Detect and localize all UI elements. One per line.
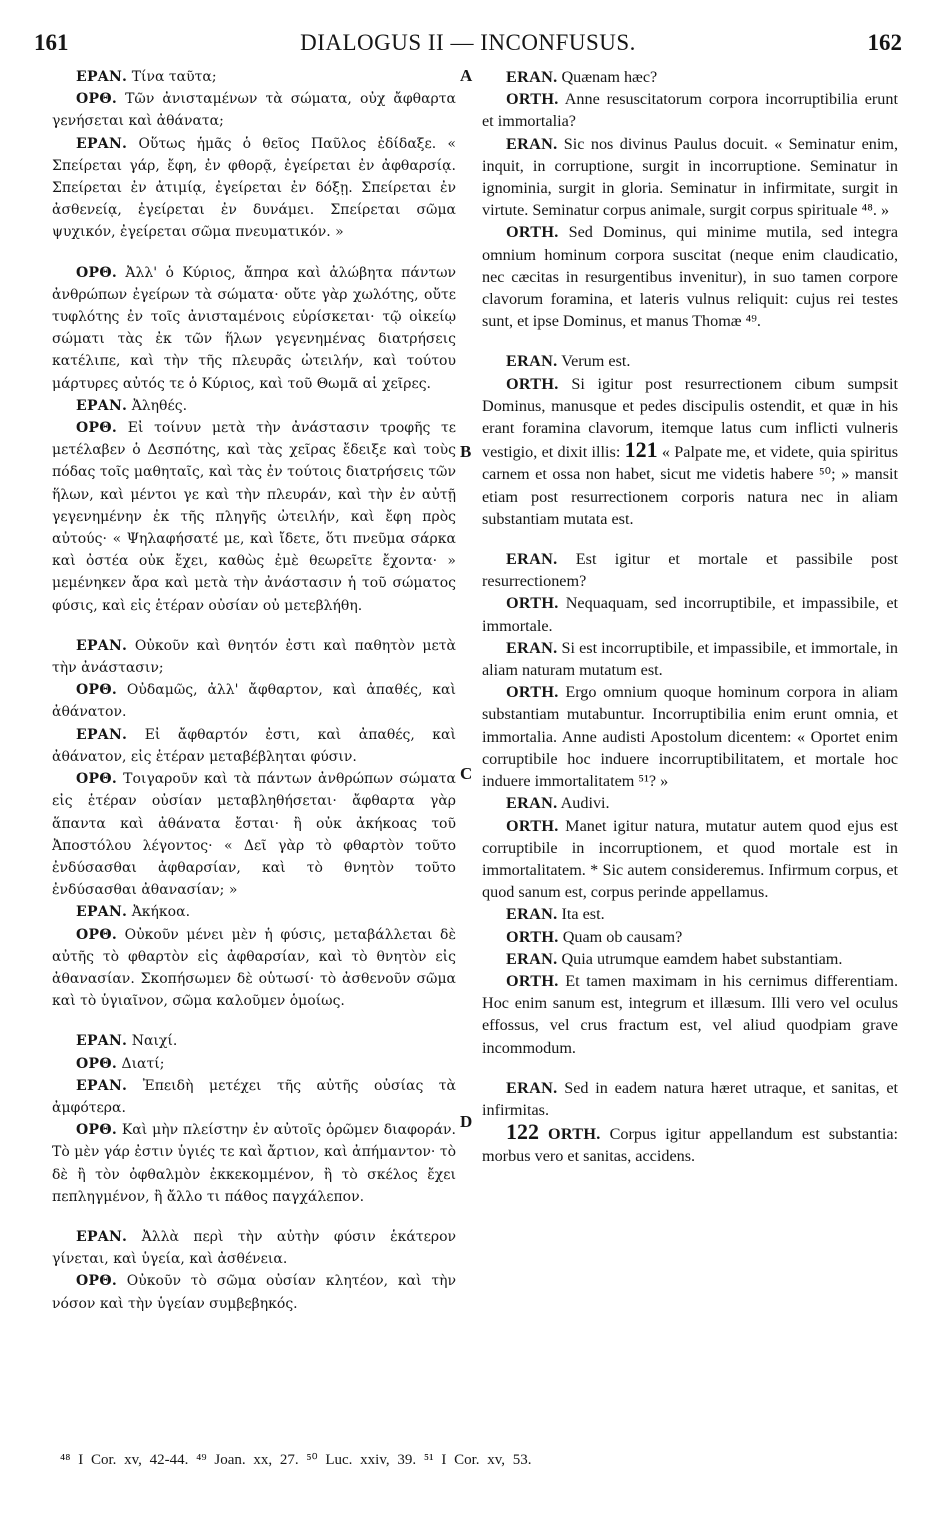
speech-text: Ἀλλ' ὁ Κύριος, ἄπηρα καὶ ἀλώβητα πάντων ἀνθρώπων ἐγείρων τὰ σώματα· οὔτε γὰρ χωλότης, οὔτε τυφλότης ἐν τοῖς ἀνισταμένοις εὑρίσκεται· τῷ οἰκείῳ σώματι τὰς ἐκ τῶν ἥλων γεγενημένας διατρήσεις κατέλιπε, καὶ τὴν τῆς πλευρᾶς ὠτειλήν, καὶ τούτου μάρτυρες αὐτός τε ὁ Κύριος, καὶ τοῦ Θωμᾶ αἱ χεῖρες.: [52, 264, 456, 392]
speech-text: Ἀλλὰ περὶ τὴν αὐτὴν φύσιν ἑκάτερον γίνεται, καὶ ὑγεία, καὶ ἀσθένεια.: [52, 1228, 457, 1268]
speech-text: Καὶ μὴν πλείστην ἐν αὐτοῖς ὁρῶμεν διαφοράν. Τὸ μὲν γάρ ἐστιν ὑγιές τε καὶ ἄρτιον, καὶ ἀπήμαντον· τὸ δὲ ἢ τὸν ὀφθαλμὸν ἐκκεκομμένον, ἢ τὸ σκέλος ἔχει πεπληγμένον, ἢ ἄλλο τι πάθος παγχάλεπον.: [52, 1122, 456, 1205]
dialogue-paragraph: [482, 948, 898, 970]
column-number: 121: [624, 437, 658, 463]
speech-text: Εἰ ἄφθαρτόν ἐστι, καὶ ἀπαθές, καὶ ἀθάνατον, εἰς ἑτέραν μεταβέβληται φύσιν.: [52, 726, 456, 765]
greek-column: [52, 66, 456, 1315]
speech-text: Est igitur et mortale et passibile post resurrectionem?: [482, 550, 898, 591]
speech-text: Verum est.: [561, 352, 631, 371]
speech-text: Οὐδαμῶς, ἀλλ' ἄφθαρτον, καὶ ἀπαθές, καὶ ἀθάνατον.: [52, 682, 457, 721]
column-number: 122: [506, 1119, 539, 1145]
paragraph-gap: [52, 617, 456, 635]
page-number-left: 161: [34, 30, 69, 55]
speaker-label: ERAN.: [506, 550, 558, 569]
speaker-label: ΟΡΘ.: [76, 1055, 117, 1072]
speaker-label: ΕΡΑΝ.: [76, 397, 128, 414]
speech-text: « Palpate me, et videte, quia spiritus carnem et ossa non habet, sicut me videtis habere ⁵⁰; » mansit etiam post resurrectionem corporis natura nec in aliam substantiam mutata est.: [482, 443, 899, 528]
dialogue-paragraph: [52, 635, 456, 679]
speaker-label: ORTH.: [506, 927, 559, 946]
footnotes: ⁴⁸ I Cor. xv, 42-44. ⁴⁹ Joan. xx, 27. ⁵⁰ Luc. xxiv, 39. ⁵¹ I Cor. xv, 53.: [60, 1452, 532, 1468]
speech-text: Ἀληθές.: [131, 397, 188, 414]
dialogue-paragraph: [52, 395, 456, 417]
running-title: DIALOGUS II — INCONFUSUS.: [300, 30, 636, 55]
speech-text: Quam ob causam?: [562, 927, 683, 946]
speech-text: Τίνα ταῦτα;: [131, 69, 217, 85]
speech-text: Nequaquam, sed incorruptibile, et impassibile, et immortale.: [482, 594, 899, 635]
speaker-label: ΕΡΑΝ.: [76, 726, 128, 743]
margin-marker-d: D: [460, 1112, 473, 1131]
margin-marker-b: B: [460, 442, 472, 461]
dialogue-paragraph: [482, 637, 898, 681]
speaker-label: ΟΡΘ.: [76, 771, 117, 788]
speech-text: Sic nos divinus Paulus docuit. « Seminatur enim, inquit, in corruptione, surgit in incorruptione. Seminatur in ignominia, surgit in gloria. Seminatur in infirmitate, surgit in virtute. Seminatur corpus animale, surgit corpus spirituale ⁴⁸. »: [482, 134, 898, 220]
speech-text: Ναιχί.: [131, 1033, 178, 1050]
dialogue-paragraph: [52, 66, 456, 88]
speaker-label: ORTH.: [547, 1125, 601, 1144]
speaker-label: ORTH.: [506, 683, 559, 702]
speaker-label: ERAN.: [506, 638, 558, 657]
speech-text: Τοιγαροῦν καὶ τὰ πάντων ἀνθρώπων σώματα εἰς ἑτέραν οὐσίαν μεταβληθήσεται· ἄφθαρτα γὰρ ἅπαντα καὶ ἀθάνατα ἔσται· ἢ οὐκ ἀκήκοας τοῦ Ἀποστόλου λέγοντος· « Δεῖ γὰρ τὸ φθαρτὸν τοῦτο ἐνδύσασθαι ἀφθαρσίαν, καὶ τὸ θνητὸν τοῦτο ἐνδύσασθαι ἀθανασίαν; »: [52, 771, 456, 899]
speaker-label: ΕΡΑΝ.: [76, 69, 128, 85]
dialogue-paragraph: [52, 88, 456, 132]
speaker-label: ΟΡΘ.: [76, 420, 117, 437]
speaker-label: ΕΡΑΝ.: [76, 1077, 128, 1094]
speech-text: Sed in eadem natura hæret utraque, et sanitas, et infirmitas.: [482, 1078, 898, 1119]
dialogue-paragraph: [482, 1121, 898, 1167]
speaker-label: ERAN.: [506, 134, 558, 153]
speech-text: Ἀκήκοα.: [131, 904, 191, 921]
dialogue-paragraph: [52, 1075, 456, 1119]
dialogue-paragraph: [52, 1030, 456, 1052]
dialogue-paragraph: [482, 815, 898, 904]
speech-text: Et tamen maximam in his cernimus differentiam. Hoc enim sanum est, integrum et illæsum. Illi vero vel oculus effossus, vel crus fractum est, vel aliud quodpiam grave incommodum.: [482, 971, 898, 1057]
speaker-label: ERAN.: [506, 794, 558, 813]
dialogue-paragraph: [482, 88, 898, 132]
dialogue-paragraph: [482, 66, 898, 88]
dialogue-paragraph: [52, 1226, 456, 1270]
speech-text: Si igitur post resurrectionem cibum sumpsit Dominus, manusque et pedes discipulis ostendit, et quæ in his erant foramina clavorum, itemque latus cum inflicti vulneris vestigio, et dixit illis:: [482, 374, 899, 462]
dialogue-paragraph: [482, 1077, 898, 1121]
margin-marker-c: C: [460, 764, 473, 783]
speech-text: Manet igitur natura, mutatur autem quod ejus est corruptibile in incorruptionem, et quod mortale est in immortalitatem. * Sic autem consideremus. Infirmum corpus, et quod sanum est, corpus perinde appellamus.: [482, 816, 899, 902]
paragraph-gap: [482, 530, 898, 548]
dialogue-paragraph: [52, 1053, 456, 1075]
paragraph-gap: [482, 1059, 898, 1077]
speaker-label: ΟΡΘ.: [76, 264, 117, 281]
dialogue-paragraph: [482, 970, 898, 1059]
speaker-label: ORTH.: [506, 971, 559, 990]
dialogue-paragraph: [52, 1270, 456, 1314]
speaker-label: ORTH.: [506, 223, 559, 242]
speaker-label: ERAN.: [506, 1078, 558, 1097]
dialogue-paragraph: [52, 768, 456, 901]
speaker-label: ORTH.: [506, 90, 559, 109]
speaker-label: ERAN.: [506, 68, 558, 86]
speaker-label: ERAN.: [506, 949, 558, 968]
speaker-label: ERAN.: [506, 905, 558, 924]
speech-text: Οὕτως ἡμᾶς ὁ θεῖος Παῦλος ἐδίδαξε. « Σπείρεται γάρ, ἔφη, ἐν φθορᾷ, ἐγείρεται ἐν ἀφθαρσίᾳ. Σπείρεται ἐν ἀτιμίᾳ, ἐγείρεται ἐν δόξῃ. Σπείρεται ἐν ἀσθενείᾳ, ἐγείρεται ἐν δυνάμει. Σπείρεται σῶμα ψυχικόν, ἐγείρεται σῶμα πνευματικόν. »: [52, 135, 456, 241]
dialogue-paragraph: [482, 592, 898, 636]
dialogue-paragraph: [52, 901, 456, 923]
dialogue-paragraph: [482, 792, 898, 814]
speech-text: Οὐκοῦν μένει μὲν ἡ φύσις, μεταβάλλεται δὲ αὐτῆς τὸ φθαρτὸν εἰς ἀφθαρσίαν, καὶ τὸ θνητὸν εἰς ἀθανασίαν. Σκοπήσωμεν δὲ οὑτωσί· τὸ ἀσθενοῦν σῶμα καὶ τὸ ὑγιαῖνον, σῶμα καλοῦμεν ὁμοίως.: [52, 926, 456, 1010]
dialogue-paragraph: [482, 350, 898, 372]
dialogue-paragraph: [482, 221, 898, 332]
speech-text: Anne resuscitatorum corpora incorruptibilia erunt et immortalia?: [482, 90, 898, 131]
running-header: [34, 30, 902, 66]
speech-text: Quia utrumque eamdem habet substantiam.: [561, 949, 843, 968]
speech-text: Ergo omnium quoque hominum corpora in aliam substantiam mutabuntur. Incorruptibilia enim erunt omnia, et immortalia. Anne audisti Apostolum dicentem: « Oportet enim corruptibile hoc induere incorruptibilitatem, et mortale hoc induere immortalitatem ⁵¹? »: [482, 683, 899, 791]
speech-text: Sed Dominus, qui minime mutila, sed integra omnium hominum corpora suscitat (neque enim claudicatio, nec cæcitas in resurgentibus invenitur), in suo tamen corpore clavorum foramina, et lateris vulnus reliquit: cujus rei testes sunt, et ipse Dominus, et manus Thomæ ⁴⁹.: [482, 223, 899, 331]
speech-text: Corpus igitur appellandum est substantia: morbus vero et sanitas, accidens.: [482, 1125, 899, 1166]
dialogue-paragraph: [482, 903, 898, 925]
margin-marker-a: A: [460, 66, 473, 85]
speech-text: Τῶν ἀνισταμένων τὰ σώματα, οὐχ ἄφθαρτα γενήσεται καὶ ἀθάνατα;: [52, 91, 456, 130]
paragraph-gap: [482, 332, 898, 350]
speaker-label: ΟΡΘ.: [76, 1273, 117, 1290]
speech-text: Εἰ τοίνυν μετὰ τὴν ἀνάστασιν τροφῆς τε μετέλαβεν ὁ Δεσπότης, καὶ τὰς χεῖρας ἔδειξε καὶ τοὺς πόδας τοῖς μαθηταῖς, καὶ τὰς ἐν τούτοις διατρήσεις τῶν ἥλων, καὶ μέντοι γε καὶ τὴν πλευράν, καὶ τὴν ἐν αὐτῇ γεγενημένην ἐκ τῆς πληγῆς ὠτειλήν, καὶ ἔφη πρὸς αὐτούς· « Ψηλαφήσατέ με, καὶ ἴδετε, ὅτι πνεῦμα σάρκα καὶ ὀστέα οὐκ ἔχει, καθὼς ἐμὲ θεωρεῖτε ἔχοντα· » μεμένηκεν ἄρα καὶ μετὰ τὴν ἀνάστασιν ἡ τοῦ σώματος φύσις, καὶ εἰς ἑτέραν οὐσίαν οὐ μετεβλήθη.: [52, 420, 457, 614]
dialogue-paragraph: [52, 724, 456, 768]
dialogue-paragraph: [482, 926, 898, 948]
speaker-label: ΟΡΘ.: [76, 926, 117, 943]
paragraph-gap: [52, 1012, 456, 1030]
speaker-label: ORTH.: [506, 594, 559, 613]
speech-text: Διατί;: [121, 1055, 165, 1072]
speech-text: Οὐκοῦν τὸ σῶμα οὐσίαν κλητέον, καὶ τὴν νόσον καὶ τὴν ὑγείαν συμβεβηκός.: [52, 1273, 456, 1312]
speaker-label: ERAN.: [506, 352, 558, 371]
dialogue-paragraph: [52, 262, 456, 395]
dialogue-paragraph: [52, 1119, 456, 1208]
dialogue-paragraph: [482, 681, 898, 792]
paragraph-gap: [52, 1208, 456, 1226]
dialogue-paragraph: [52, 924, 456, 1013]
speaker-label: ΕΡΑΝ.: [76, 135, 128, 152]
dialogue-paragraph: [52, 133, 456, 244]
dialogue-paragraph: [52, 679, 456, 723]
speech-text: Si est incorruptibile, et impassibile, et immortale, in aliam naturam mutatum est.: [482, 638, 898, 680]
latin-column: [482, 66, 898, 1168]
speaker-label: ΟΡΘ.: [76, 91, 117, 108]
speaker-label: ORTH.: [506, 816, 559, 835]
dialogue-paragraph: [482, 548, 898, 592]
paragraph-gap: [52, 244, 456, 262]
speaker-label: ΟΡΘ.: [76, 682, 117, 699]
speaker-label: ΕΡΑΝ.: [76, 904, 128, 921]
speaker-label: ΕΡΑΝ.: [76, 637, 128, 654]
speech-text: Quænam hæc?: [561, 68, 658, 86]
speech-text: Οὐκοῦν καὶ θνητόν ἐστι καὶ παθητὸν μετὰ τὴν ἀνάστασιν;: [52, 637, 456, 677]
speech-text: Audivi.: [560, 794, 610, 813]
speech-text: Ita est.: [561, 905, 605, 924]
dialogue-paragraph: [482, 133, 898, 222]
dialogue-paragraph: [482, 373, 898, 530]
dialogue-paragraph: [52, 417, 456, 617]
page-number-right: 162: [867, 30, 902, 55]
speech-text: Ἐπειδὴ μετέχει τῆς αὐτῆς οὐσίας τὰ ἀμφότερα.: [52, 1077, 456, 1116]
speaker-label: ΕΡΑΝ.: [76, 1228, 128, 1245]
speaker-label: ORTH.: [506, 374, 559, 393]
speaker-label: ΟΡΘ.: [76, 1122, 117, 1139]
speaker-label: ΕΡΑΝ.: [76, 1033, 128, 1050]
